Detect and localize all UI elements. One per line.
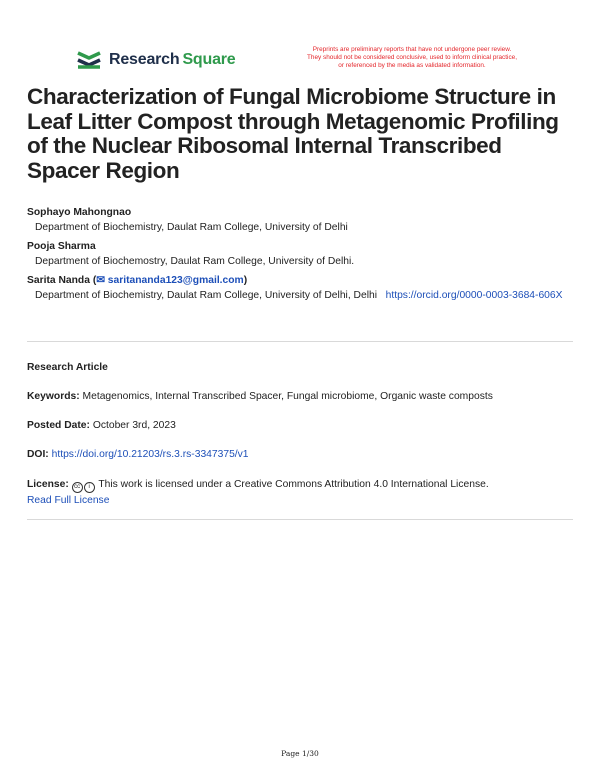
license-label: License:	[27, 479, 69, 490]
keywords-label: Keywords:	[27, 391, 80, 402]
article-type-label: Research Article	[27, 362, 108, 373]
author-affiliation-row	[27, 288, 577, 303]
article-type	[27, 360, 577, 375]
author-name: Pooja Sharma	[27, 241, 96, 252]
preprint-notice-line: or referenced by the media as validated information.	[338, 62, 486, 69]
posted-date-label: Posted Date:	[27, 420, 90, 431]
logo-text-research: Research	[109, 51, 180, 68]
author-name: Sarita Nanda	[27, 275, 90, 286]
email-icon: ✉	[96, 275, 105, 286]
preprint-notice-line: They should not be considered conclusive, used to inform clinical practice,	[307, 54, 517, 61]
author-entry-corresponding: Sarita Nanda (✉ saritananda123@gmail.com)	[27, 275, 248, 286]
author-list	[27, 205, 577, 307]
author-name: Sophayo Mahongnao	[27, 207, 132, 218]
keywords-value: Metagenomics, Internal Transcribed Spacer, Fungal microbiome, Organic waste composts	[82, 391, 493, 402]
author-affiliation: Department of Biochemistry, Daulat Ram College, University of Delhi	[35, 222, 348, 233]
preprint-notice-line: Preprints are preliminary reports that have not undergone peer review.	[312, 46, 512, 53]
doi-link[interactable]: https://doi.org/10.21203/rs.3.rs-3347375/v1	[51, 449, 249, 460]
posted-date-value: October 3rd, 2023	[92, 420, 176, 431]
author-affiliation: Department of Biochemistry, Daulat Ram College, University of Delhi, Delhi	[35, 290, 378, 301]
page-number: Page 1/30	[281, 749, 319, 758]
creative-commons-icon: cc	[72, 482, 83, 493]
divider	[27, 519, 573, 520]
research-square-logo[interactable]	[76, 47, 236, 73]
preprint-notice	[272, 46, 552, 70]
author-affiliation: Department of Biochemostry, Daulat Ram College, University of Delhi.	[35, 256, 355, 267]
posted-date-row	[27, 418, 577, 433]
license-text: This work is licensed under a Creative Commons Attribution 4.0 International License.	[98, 479, 489, 490]
doi-row	[27, 447, 577, 462]
paper-title: Characterization of Fungal Microbiome Structure in Leaf Litter Compost through Metagenomic Profiling of the Nuclear Ribosomal Internal Transcribed Spacer Region	[27, 84, 559, 183]
author-email-link[interactable]: saritananda123@gmail.com	[107, 275, 244, 286]
logo-text-square: Square	[182, 51, 236, 68]
research-square-logo-icon	[76, 49, 102, 71]
divider	[27, 341, 573, 342]
keywords-row	[27, 389, 577, 404]
doi-label: DOI:	[27, 449, 49, 460]
read-full-license-link[interactable]: Read Full License	[27, 495, 110, 506]
attribution-icon: i	[84, 482, 95, 493]
license-row	[27, 477, 577, 508]
orcid-link[interactable]: https://orcid.org/0000-0003-3684-606X	[385, 290, 563, 301]
